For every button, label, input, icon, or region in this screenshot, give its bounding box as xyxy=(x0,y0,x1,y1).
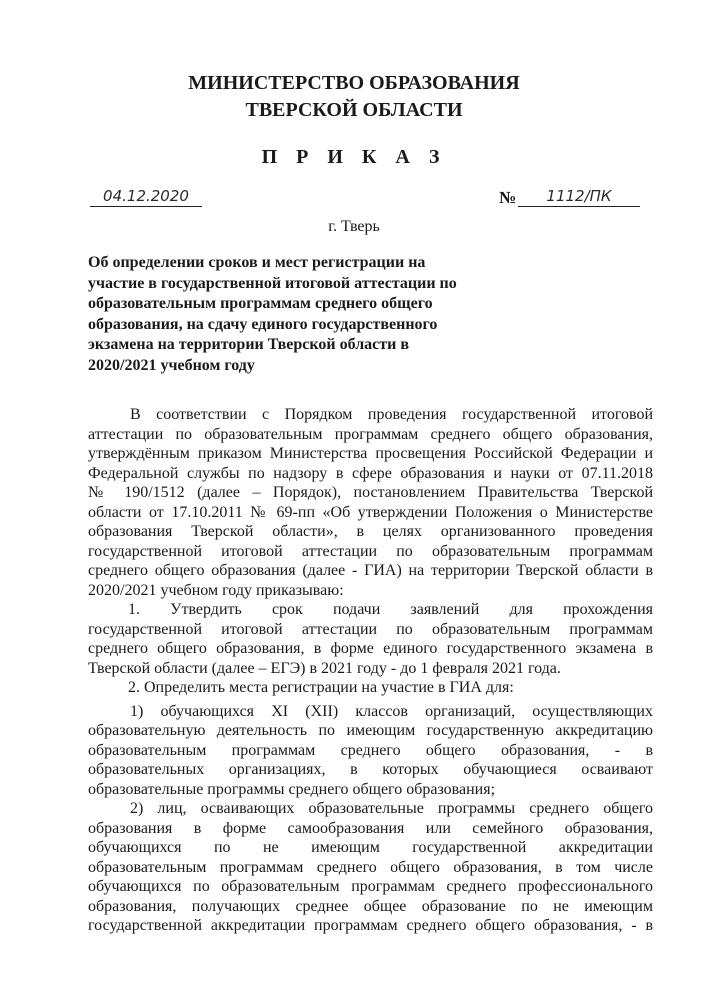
subject-line: образования, на сдачу единого государственного xyxy=(88,315,438,333)
paragraph-line: образовательным программам среднего общего образования, в том числе xyxy=(88,858,653,876)
paragraph-line: образования, получающих среднее общее образование по не имеющим xyxy=(88,897,653,915)
ministry-heading xyxy=(0,70,708,124)
paragraph-line: образовательную деятельность по имеющим государственную аккредитацию xyxy=(88,722,653,739)
subject-line: 2020/2021 учебном году xyxy=(88,356,255,374)
order-number: 1112/ПК xyxy=(518,186,640,207)
paragraph-line: государственной аккредитации программам среднего общего образования, - в xyxy=(88,917,653,934)
paragraph-line: № 190/1512 (далее – Порядок), постановлением Правительства Тверской xyxy=(88,484,653,501)
paragraph-line: обучающихся по не имеющим государственной аккредитации xyxy=(88,839,653,856)
order-date: 04.12.2020 xyxy=(90,186,202,207)
order-subject xyxy=(88,253,508,376)
paragraph-line: государственной итоговой аттестации по образовательным программам xyxy=(88,620,653,638)
paragraph-line: образовательные программы среднего общего образования; xyxy=(88,780,496,798)
paragraph-line: среднего общего образования (далее - ГИА) на территории Тверской области в xyxy=(88,562,653,579)
subject-line: экзамена на территории Тверской области в xyxy=(88,336,409,353)
paragraph-line: обучающихся по образовательным программам среднего профессионального xyxy=(88,878,653,895)
paragraph-line: 2. Определить места регистрации на участие в ГИА для: xyxy=(128,679,514,696)
subject-line: участие в государственной итоговой аттестации по xyxy=(88,274,457,292)
subject-line: образовательным программам среднего общего xyxy=(88,295,433,312)
ministry-line: ТВЕРСКОЙ ОБЛАСТИ xyxy=(245,99,463,121)
paragraph-line: образовательных организациях, в которых обучающиеся осваивают xyxy=(88,761,653,778)
paragraph-line: среднего общего образования, в форме единого государственного экзамена в xyxy=(88,640,653,657)
paragraph-line: В соответствии с Порядком проведения государственной итоговой xyxy=(130,406,653,423)
paragraph-line: образовательным программам среднего общего образования, - в xyxy=(88,741,653,759)
paragraph xyxy=(88,702,653,800)
paragraph-line: 1. Утвердить срок подачи заявлений для прохождения xyxy=(128,601,653,618)
paragraph-line: образования в форме самообразования или семейного образования, xyxy=(88,819,653,837)
paragraph xyxy=(88,600,653,678)
paragraph-line: государственной итоговой аттестации по образовательным программам xyxy=(88,542,653,560)
city: г. Тверь xyxy=(328,218,380,235)
ministry-line: МИНИСТЕРСТВО ОБРАЗОВАНИЯ xyxy=(188,72,520,94)
number-sign: № xyxy=(499,188,517,207)
paragraph-line: 2) лиц, осваивающих образовательные программы среднего общего xyxy=(130,800,653,817)
paragraph-line: 2020/2021 учебном году приказываю: xyxy=(88,581,344,599)
order-body xyxy=(88,405,653,936)
paragraph-line: Федеральной службы по надзору в сфере образования и науки от 07.11.2018 xyxy=(88,464,653,482)
subject-line: Об определении сроков и мест регистрации на xyxy=(88,254,426,271)
paragraph xyxy=(88,799,653,936)
paragraph-line: 1) обучающихся XI (XII) классов организаций, осуществляющих xyxy=(130,702,653,720)
paragraph xyxy=(88,678,653,698)
paragraph-line: образования Тверской области», в целях организованного проведения xyxy=(88,523,653,540)
paragraph-line: Тверской области (далее – ЕГЭ) в 2021 году - до 1 февраля 2021 года. xyxy=(88,659,561,677)
paragraph-line: области от 17.10.2011 № 69-пп «Об утверждении Положения о Министерстве xyxy=(88,503,653,521)
paragraph-line: утверждённым приказом Министерства просвещения Российской Федерации и xyxy=(88,445,653,462)
paragraph xyxy=(88,405,653,600)
paragraph-line: аттестации по образовательным программам среднего общего образования, xyxy=(88,425,653,443)
document-type: П Р И К А З xyxy=(261,146,447,168)
